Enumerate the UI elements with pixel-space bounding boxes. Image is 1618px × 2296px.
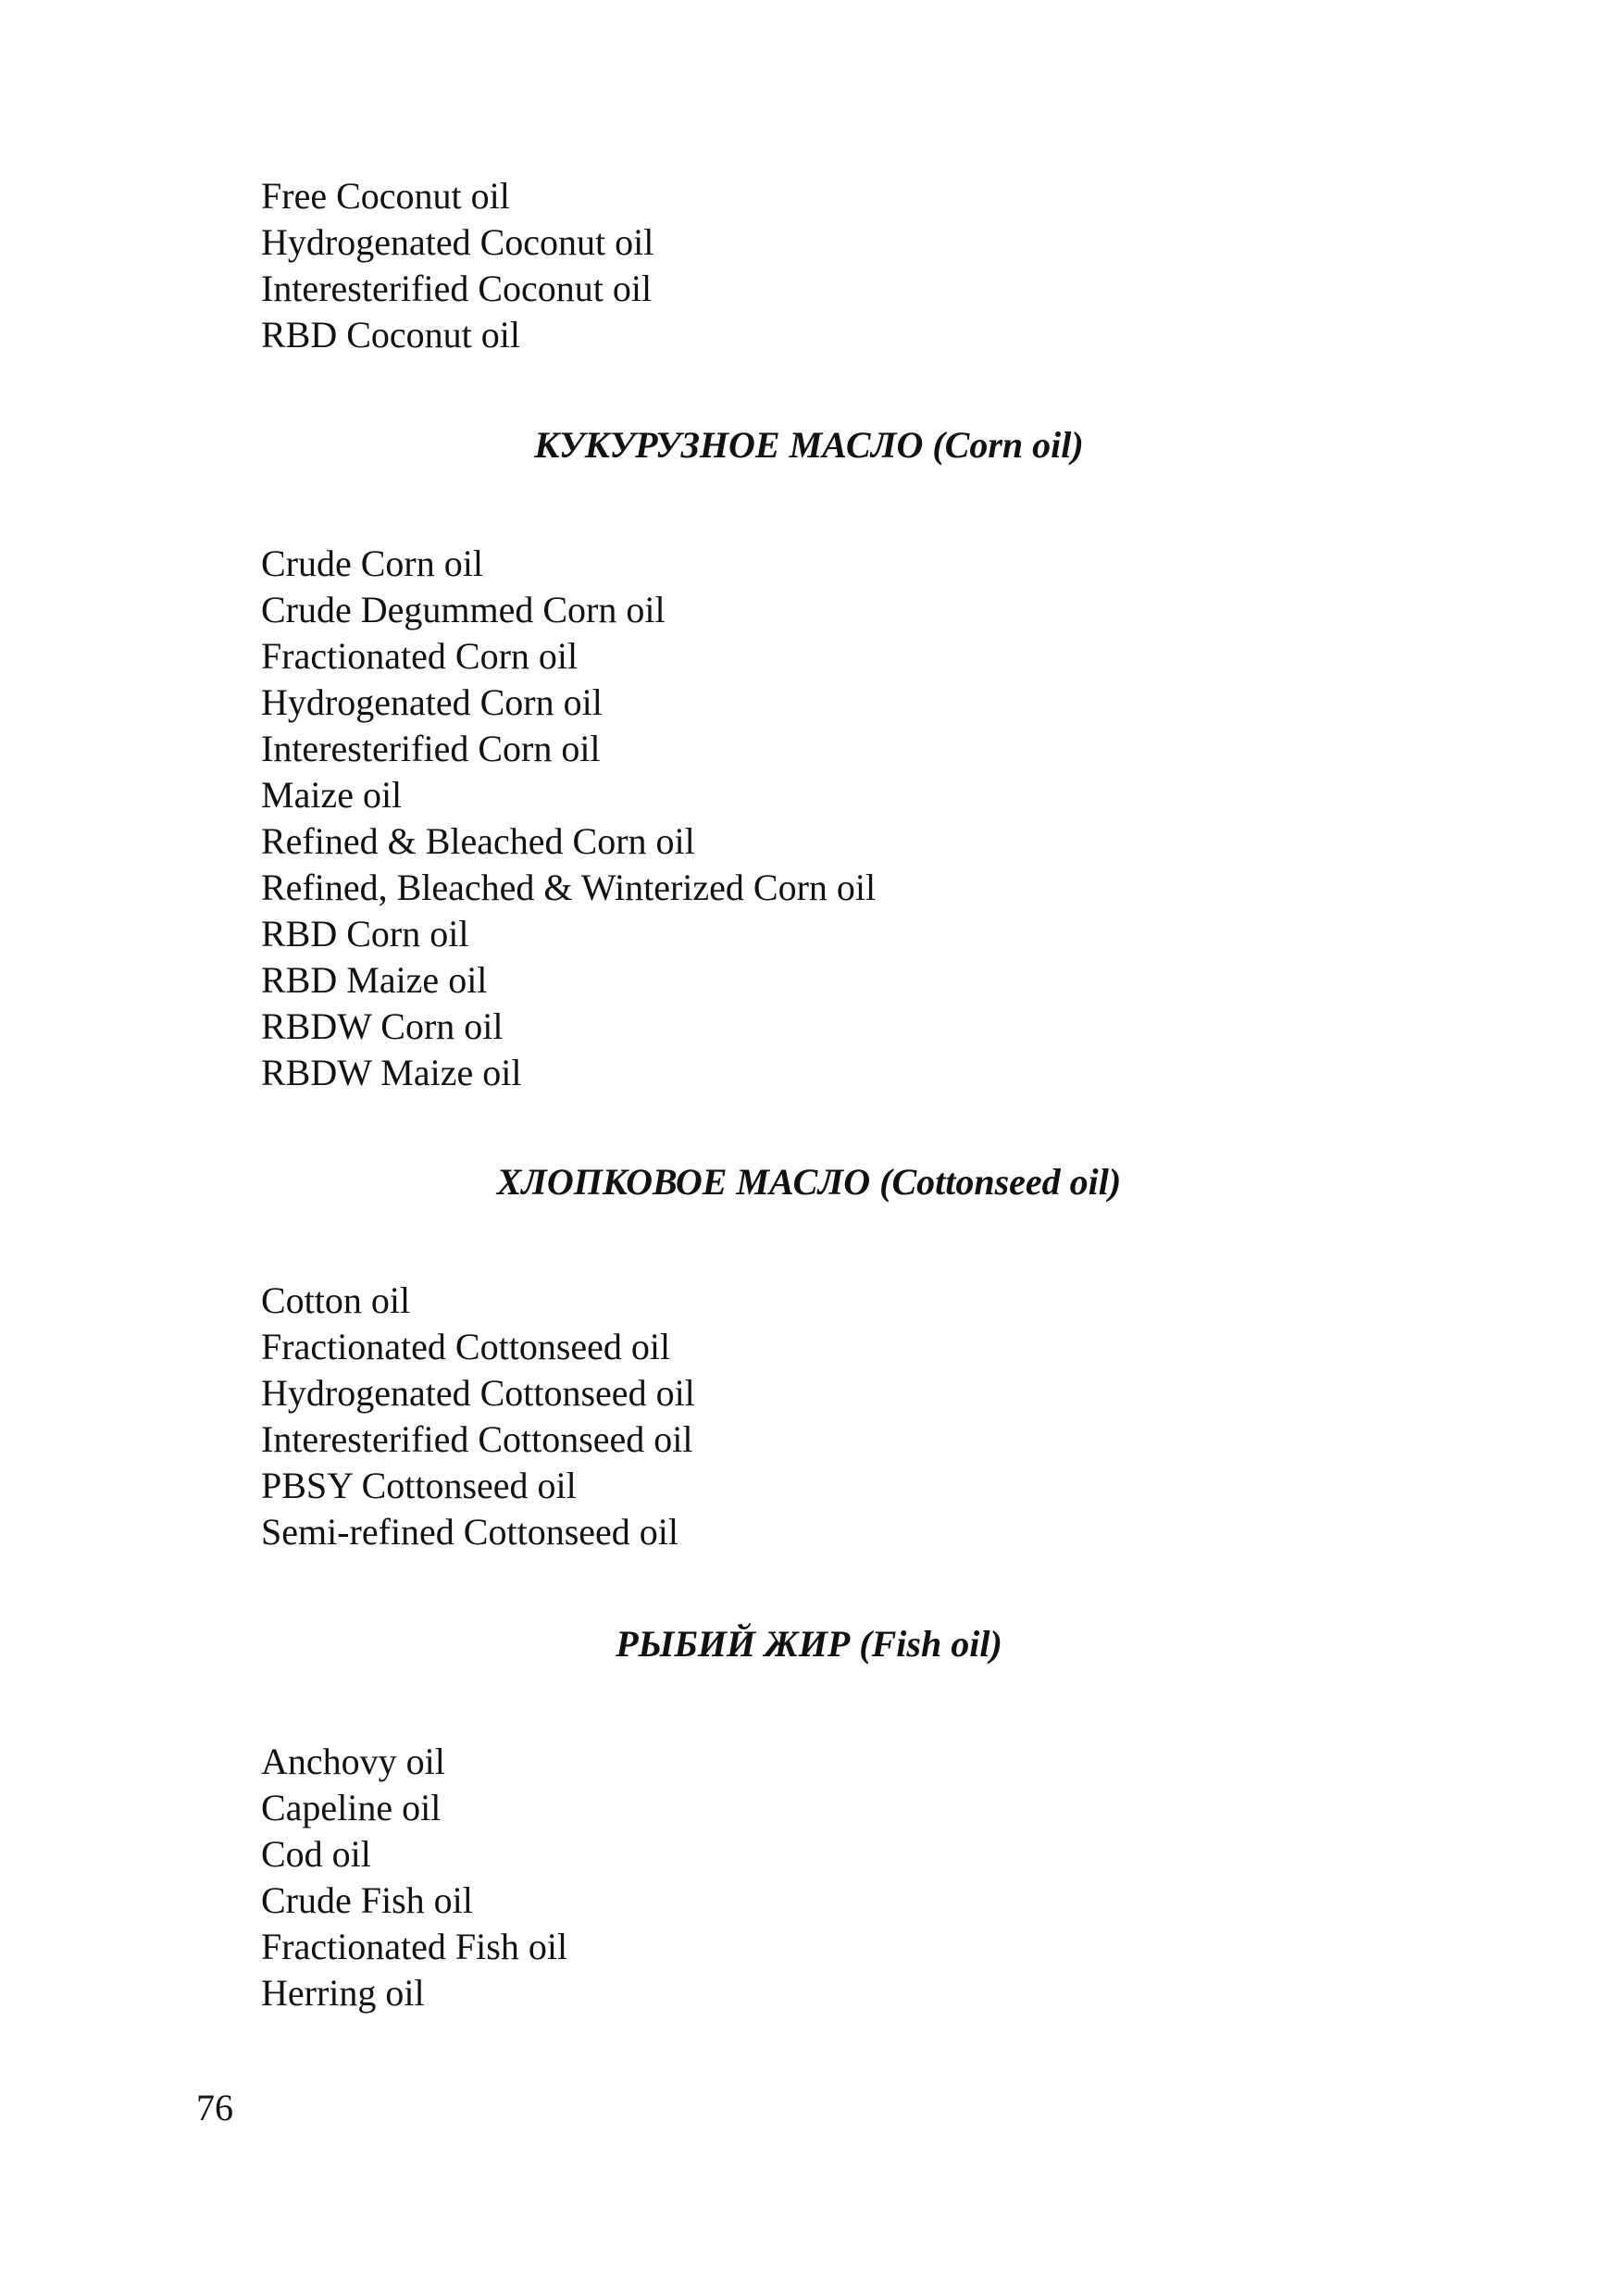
list-item: Fractionated Cottonseed oil (261, 1326, 671, 1367)
list-item: Fractionated Corn oil (261, 635, 579, 677)
list-item: PBSY Cottonseed oil (261, 1465, 577, 1506)
list-item: Refined & Bleached Corn oil (261, 820, 695, 862)
coconut-oil-list (261, 173, 653, 358)
list-item: Crude Corn oil (261, 543, 483, 584)
list-item: Interesterified Corn oil (261, 728, 601, 769)
list-item: Crude Degummed Corn oil (261, 589, 666, 630)
list-item: Interesterified Coconut oil (261, 268, 653, 309)
fish-oil-list (261, 1739, 567, 2016)
list-item: RBD Corn oil (261, 913, 469, 955)
corn-oil-list (261, 541, 876, 1096)
list-item: RBD Maize oil (261, 959, 488, 1001)
list-item: RBDW Maize oil (261, 1052, 522, 1093)
list-item: Cod oil (261, 1833, 371, 1875)
list-item: RBD Coconut oil (261, 314, 521, 356)
list-item: RBDW Corn oil (261, 1005, 504, 1047)
section-heading-corn-oil: КУКУРУЗНОЕ МАСЛО (Corn oil) (534, 424, 1084, 466)
section-heading-fish-oil: РЫБИЙ ЖИР (Fish oil) (616, 1623, 1002, 1665)
list-item: Refined, Bleached & Winterized Corn oil (261, 867, 877, 908)
list-item: Capeline oil (261, 1787, 442, 1828)
list-item: Hydrogenated Coconut oil (261, 221, 654, 263)
list-item: Hydrogenated Cottonseed oil (261, 1372, 695, 1414)
cottonseed-oil-list (261, 1278, 695, 1555)
list-item: Fractionated Fish oil (261, 1926, 568, 1967)
list-item: Maize oil (261, 774, 403, 816)
list-item: Anchovy oil (261, 1741, 445, 1782)
list-item: Interesterified Cottonseed oil (261, 1418, 693, 1460)
list-item: Cotton oil (261, 1279, 411, 1321)
section-heading-cottonseed-oil: ХЛОПКОВОЕ МАСЛО (Cottonseed oil) (496, 1161, 1122, 1203)
list-item: Herring oil (261, 1972, 425, 2014)
list-item: Semi-refined Cottonseed oil (261, 1511, 679, 1553)
list-item: Hydrogenated Corn oil (261, 681, 603, 723)
page-number: 76 (196, 2087, 233, 2128)
list-item: Free Coconut oil (261, 175, 510, 217)
list-item: Crude Fish oil (261, 1879, 473, 1921)
